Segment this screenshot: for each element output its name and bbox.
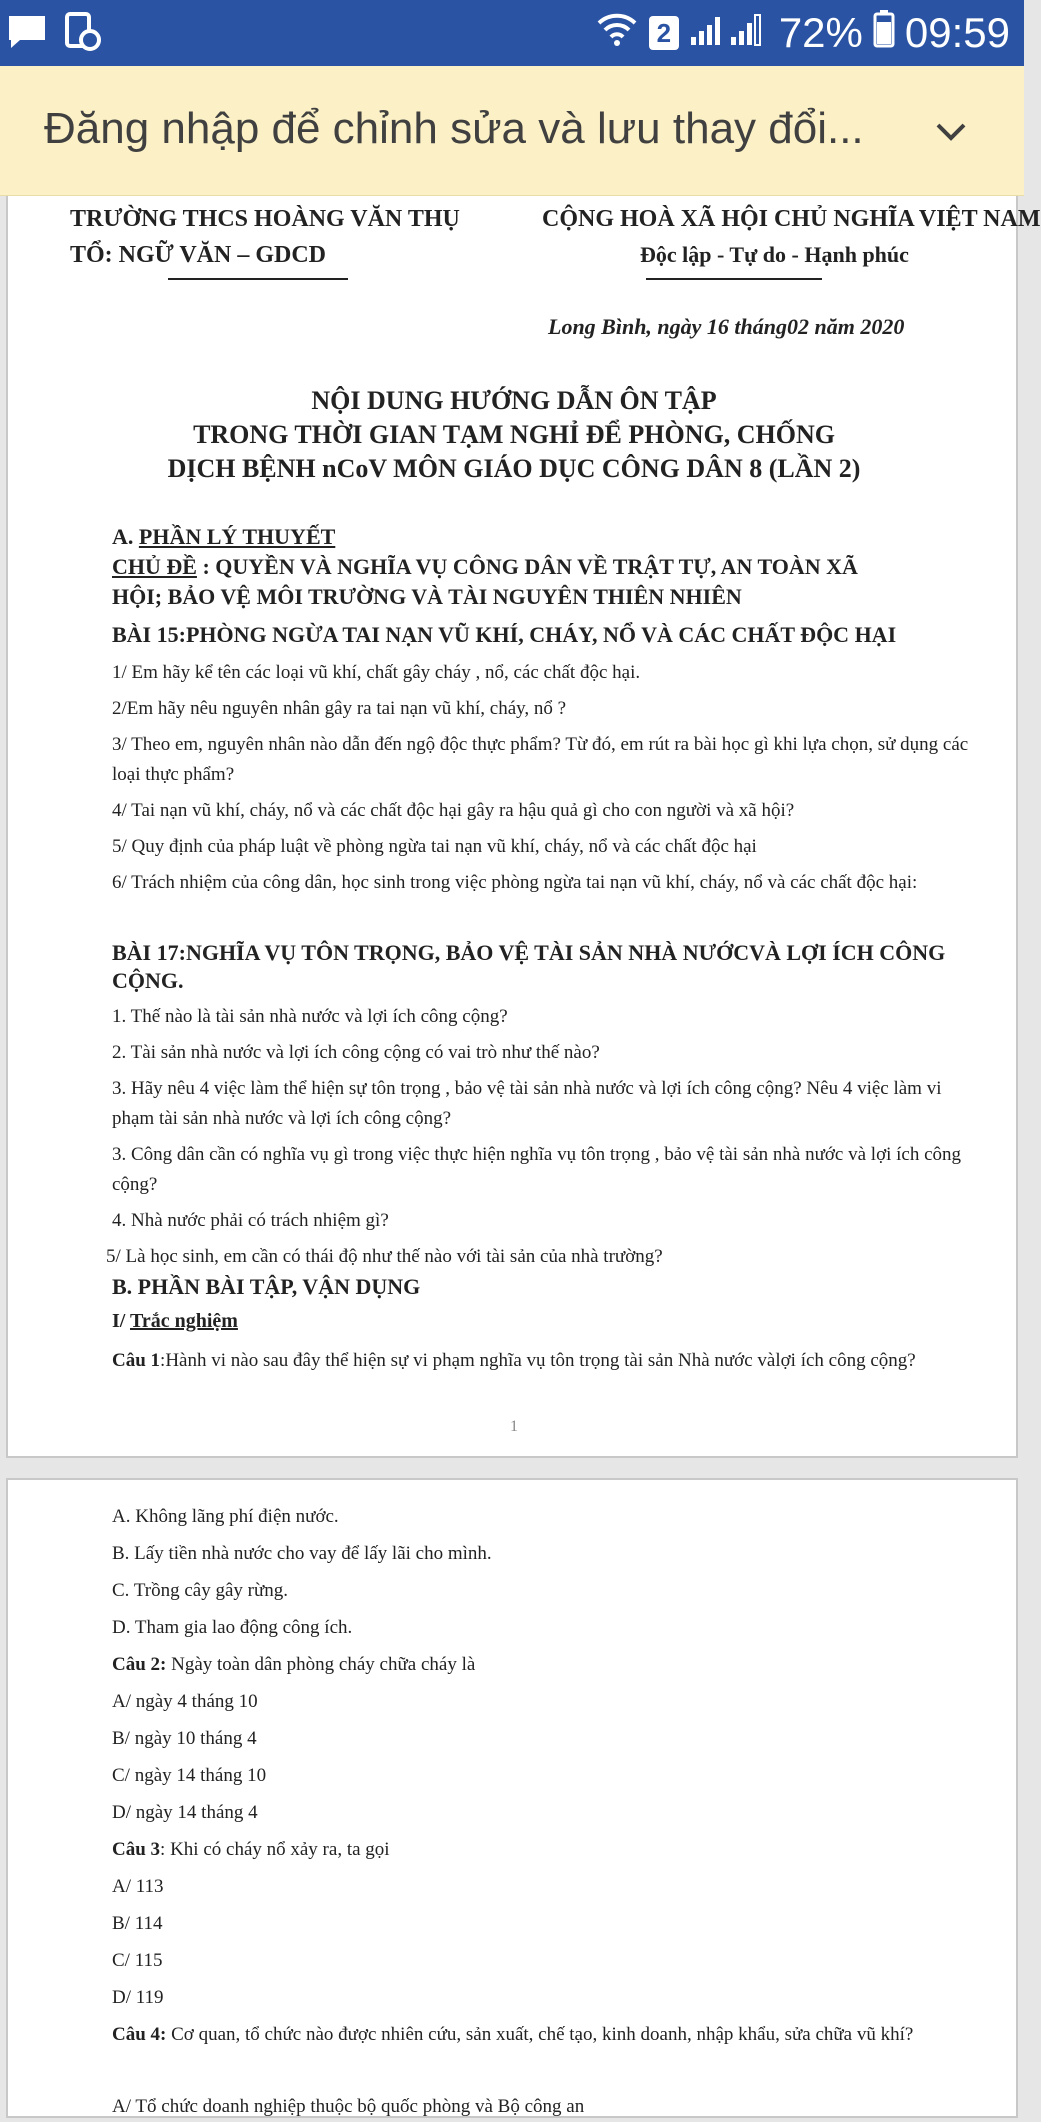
- sim-slot-badge: 2: [649, 16, 679, 50]
- part-i-title: Trắc nghiệm: [129, 1310, 238, 1332]
- lesson-17-heading-2: CỘNG.: [112, 968, 184, 993]
- list-item: C/ ngày 14 tháng 10: [112, 1765, 267, 1786]
- question-2-text: Ngày toàn dân phòng cháy chữa cháy là: [166, 1654, 476, 1675]
- list-item: C. Trồng cây gây rừng.: [112, 1580, 289, 1601]
- screenshot-icon: [64, 12, 102, 57]
- list-item: 3/ Theo em, nguyên nhân nào dẫn đến ngộ độc thực phẩm? Từ đó, em rút ra bài học gì khi lựa chọn, sử dụng các loại thực phẩm?: [112, 734, 969, 785]
- question-1-text: :Hành vi nào sau đây thể hiện sự vi phạm nghĩa vụ tôn trọng tài sản Nhà nước vàlợi ích công cộng?: [160, 1350, 916, 1371]
- department-name: TỔ: NGỮ VĂN – GDCD: [70, 242, 326, 268]
- sign-in-prompt[interactable]: Đăng nhập để chỉnh sửa và lưu thay đổi...: [44, 104, 864, 153]
- question-1-label: Câu 1: [112, 1350, 161, 1371]
- document-page-1[interactable]: [6, 196, 1041, 1458]
- list-item: D/ ngày 14 tháng 4: [112, 1802, 258, 1823]
- list-item: 1/ Em hãy kể tên các loại vũ khí, chất gây cháy , nổ, các chất độc hại.: [112, 662, 641, 683]
- list-item: 6/ Trách nhiệm của công dân, học sinh trong việc phòng ngừa tai nạn vũ khí, cháy, nổ và các chất độc hại:: [112, 872, 918, 893]
- section-a-prefix: A.: [112, 524, 139, 549]
- battery-percent: 72%: [778, 9, 863, 56]
- school-name: TRƯỜNG THCS HOÀNG VĂN THỤ: [70, 206, 460, 232]
- topic-line-1: [112, 554, 858, 580]
- motto-underline: [646, 278, 822, 280]
- list-item: 4/ Tai nạn vũ khí, cháy, nổ và các chất độc hại gây ra hậu quả gì cho con người và xã hội?: [112, 800, 795, 821]
- page-number: 1: [510, 1418, 518, 1435]
- list-item: 4. Nhà nước phải có trách nhiệm gì?: [112, 1210, 389, 1231]
- school-underline: [168, 278, 348, 280]
- list-item: 3. Công dân cần có nghĩa vụ gì trong việc thực hiện nghĩa vụ tôn trọng , bảo vệ tài sản nhà nước và lợi ích công cộng?: [112, 1144, 962, 1195]
- list-item: C/ 115: [112, 1950, 163, 1971]
- topic-label: CHỦ ĐỀ: [112, 554, 197, 579]
- list-item: B/ 114: [112, 1913, 163, 1934]
- list-item: B. Lấy tiền nhà nước cho vay để lấy lãi cho mình.: [112, 1543, 492, 1564]
- list-item: A. Không lãng phí điện nước.: [112, 1506, 339, 1527]
- question-2-label: Câu 2:: [112, 1654, 167, 1675]
- question-3-label: Câu 3: [112, 1839, 161, 1860]
- document-page-2[interactable]: [6, 1478, 1018, 2118]
- question-2: [112, 1650, 972, 1680]
- part-i-heading: [112, 1310, 238, 1333]
- nation-title: CỘNG HOÀ XÃ HỘI CHỦ NGHĨA VIỆT NAM: [542, 206, 1041, 232]
- chevron-down-icon[interactable]: [928, 108, 974, 154]
- list-item: 1. Thế nào là tài sản nhà nước và lợi ích công cộng?: [112, 1006, 508, 1027]
- question-4: [112, 2020, 972, 2050]
- part-i-prefix: I/: [112, 1310, 130, 1332]
- status-bar: [0, 0, 1024, 66]
- list-item: 2. Tài sản nhà nước và lợi ích công cộng có vai trò như thế nào?: [112, 1042, 600, 1063]
- list-item: A/ ngày 4 tháng 10: [112, 1691, 258, 1712]
- sign-in-banner[interactable]: [0, 66, 1024, 196]
- list-item: D. Tham gia lao động công ích.: [112, 1617, 353, 1638]
- section-a-title: PHẦN LÝ THUYẾT: [138, 524, 336, 549]
- list-item: A/ 113: [112, 1876, 164, 1897]
- wifi-icon: [595, 9, 639, 57]
- battery-icon: [873, 9, 895, 57]
- list-item: B/ ngày 10 tháng 4: [112, 1728, 257, 1749]
- message-icon: [6, 13, 48, 56]
- lesson-15-heading: BÀI 15:PHÒNG NGỪA TAI NẠN VŨ KHÍ, CHÁY, NỔ VÀ CÁC CHẤT ĐỘC HẠI: [112, 622, 897, 647]
- topic-line-2: HỘI; BẢO VỆ MÔI TRƯỜNG VÀ TÀI NGUYÊN THIÊN NHIÊN: [112, 584, 742, 609]
- question-4-text: Cơ quan, tổ chức nào được nhiên cứu, sản xuất, chế tạo, kinh doanh, nhập khẩu, sửa chữa vũ khí?: [166, 2024, 914, 2045]
- lesson-17-heading-1: BÀI 17:NGHĨA VỤ TÔN TRỌNG, BẢO VỆ TÀI SẢN NHÀ NƯỚCVÀ LỢI ÍCH CÔNG: [112, 940, 946, 965]
- clock: 09:59: [904, 9, 1010, 56]
- list-item: 5/ Quy định của pháp luật về phòng ngừa tai nạn vũ khí, cháy, nổ và các chất độc hại: [112, 836, 757, 857]
- section-b-heading: B. PHẦN BÀI TẬP, VẬN DỤNG: [112, 1274, 421, 1299]
- list-item: 5/ Là học sinh, em cần có thái độ như thế nào với tài sản của nhà trường?: [106, 1246, 663, 1267]
- signal-icon: [689, 9, 769, 57]
- question-3: [112, 1835, 972, 1865]
- national-motto: Độc lập - Tự do - Hạnh phúc: [640, 242, 909, 267]
- doc-title-line-3: DỊCH BỆNH nCoV MÔN GIÁO DỤC CÔNG DÂN 8 (LẦN 2): [167, 454, 861, 483]
- list-item: 3. Hãy nêu 4 việc làm thể hiện sự tôn trọng , bảo vệ tài sản nhà nước và lợi ích công cộng? Nêu 4 việc làm vi phạm tài sản nhà nước và lợi ích công cộng?: [112, 1078, 942, 1129]
- doc-title-line-2: TRONG THỜI GIAN TẠM NGHỈ ĐỂ PHÒNG, CHỐNG: [193, 420, 835, 449]
- topic-text-1: : QUYỀN VÀ NGHĨA VỤ CÔNG DÂN VỀ TRẬT TỰ, AN TOÀN XÃ: [196, 554, 858, 579]
- document-date: Long Bình, ngày 16 tháng02 năm 2020: [548, 314, 905, 339]
- doc-title-line-1: NỘI DUNG HƯỚNG DẪN ÔN TẬP: [311, 386, 717, 415]
- section-a-heading: [112, 524, 335, 550]
- list-item: A/ Tổ chức doanh nghiệp thuộc bộ quốc phòng và Bộ công an: [112, 2096, 585, 2117]
- question-4-label: Câu 4:: [112, 2024, 167, 2045]
- question-3-text: : Khi có cháy nổ xảy ra, ta gọi: [160, 1839, 390, 1860]
- list-item: D/ 119: [112, 1987, 164, 2008]
- list-item: 2/Em hãy nêu nguyên nhân gây ra tai nạn vũ khí, cháy, nổ ?: [112, 698, 567, 719]
- question-1: [112, 1346, 972, 1376]
